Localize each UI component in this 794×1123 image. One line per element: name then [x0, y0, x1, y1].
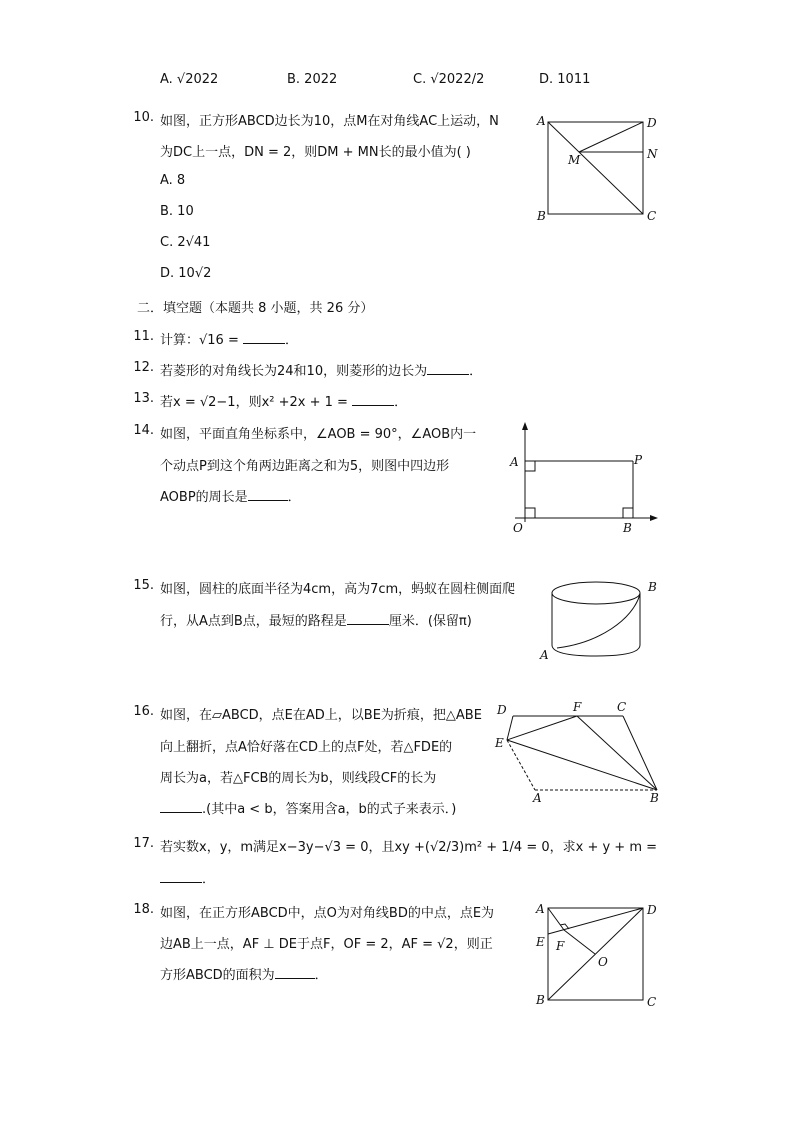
q14-label-p: P — [634, 453, 643, 467]
q15-label-a: A — [540, 648, 549, 662]
q13-answer-blank[interactable] — [352, 393, 394, 406]
q18-label-a: A — [536, 902, 545, 916]
q17-number: 17. — [133, 836, 154, 851]
q18-line2: 边AB上一点，AF ⊥ DE于点F，OF = 2，AF = √2，则正 — [160, 937, 493, 952]
q14-x-arrow — [650, 515, 658, 521]
q18-diagonal-bd — [548, 908, 643, 1000]
q11-before: 计算：√16 = — [160, 333, 243, 348]
q16-label-e: E — [495, 736, 504, 750]
q11-after: ． — [284, 333, 298, 348]
q10-option-d: D. 10√2 — [160, 266, 212, 281]
q18-label-d: D — [647, 903, 657, 917]
q10-label-b: B — [537, 209, 546, 223]
q10-number: 10. — [133, 110, 154, 125]
q18-figure — [532, 898, 662, 1013]
q14-right-angle-o — [525, 508, 535, 518]
q14-line1: 如图，平面直角坐标系中，∠AOB = 90°，∠AOB内一 — [160, 427, 477, 442]
q14-line3 — [160, 486, 301, 505]
q14-label-b: B — [623, 521, 632, 535]
q14-right-angle-b — [623, 508, 633, 518]
q17-line2 — [160, 868, 215, 887]
q16-label-b: B — [650, 791, 659, 805]
q10-option-a: A. 8 — [160, 173, 186, 188]
q18-label-b: B — [536, 993, 545, 1007]
q13-text — [160, 391, 407, 410]
q10-segment-dm — [579, 122, 643, 152]
q18-before: 方形ABCD的面积为 — [160, 968, 275, 983]
q9-option-c: C. √2022/2 — [413, 72, 485, 87]
q18-label-f: F — [556, 939, 565, 953]
q14-answer-blank[interactable] — [248, 488, 288, 501]
q9-option-d: D. 1011 — [539, 72, 591, 87]
q11-answer-blank[interactable] — [243, 331, 285, 344]
q14-label-a: A — [510, 455, 519, 469]
q9-option-a: A. √2022 — [160, 72, 219, 87]
q18-label-o: O — [598, 955, 608, 969]
q15-line1: 如图，圆柱的底面半径为4cm，高为7cm，蚂蚁在圆柱侧面爬 — [160, 582, 516, 597]
q18-line1: 如图，在正方形ABCD中，点O为对角线BD的中点，点E为 — [160, 906, 495, 921]
q17-line1: 若实数x，y，m满足x−3y−√3 = 0，且xy +(√2/3)m² + 1/4 = 0，求x + y + m = — [160, 840, 658, 855]
q13-before: 若x = √2−1，则x² +2x + 1 = — [160, 395, 353, 410]
q18-label-e: E — [536, 935, 545, 949]
q14-right-angle-a — [525, 461, 535, 471]
q15-after: 厘米．(保留π) — [388, 614, 472, 629]
q16-segment-de — [507, 716, 513, 740]
q10-label-m: M — [568, 153, 581, 167]
q16-answer-blank[interactable] — [160, 800, 202, 813]
q10-label-a: A — [537, 114, 546, 128]
q18-after: ． — [314, 968, 328, 983]
q18-label-c: C — [647, 995, 657, 1009]
q15-number: 15. — [133, 578, 154, 593]
q15-line2 — [160, 610, 472, 629]
q12-text — [160, 360, 482, 379]
q12-before: 若菱形的对角线长为24和10，则菱形的边长为 — [160, 364, 428, 379]
q14-y-arrow — [522, 422, 528, 430]
q15-label-b: B — [648, 580, 657, 594]
q16-segment-ef — [507, 716, 577, 740]
q12-number: 12. — [133, 360, 154, 375]
q18-segment-af — [548, 908, 564, 930]
q17-after: ． — [202, 872, 216, 887]
q16-segment-fb — [577, 716, 657, 790]
q12-after: ． — [469, 364, 483, 379]
q16-line2: 向上翻折，点A恰好落在CD上的点F处，若△FDE的 — [160, 740, 453, 755]
q10-line2: 为DC上一点，DN = 2，则DM + MN长的最小值为( ) — [160, 145, 471, 160]
q18-line3 — [160, 964, 328, 983]
q16-label-a: A — [533, 791, 542, 805]
q14-figure — [505, 420, 665, 540]
q10-option-b: B. 10 — [160, 204, 194, 219]
section-heading: 二．填空题（本题共 8 小题，共 26 分） — [137, 301, 374, 316]
q15-figure — [538, 575, 663, 665]
q18-answer-blank[interactable] — [275, 966, 315, 979]
q9-option-b: B. 2022 — [287, 72, 338, 87]
q14-after: ． — [287, 490, 301, 505]
q14-before: AOBP的周长是 — [160, 490, 248, 505]
q16-figure — [495, 700, 665, 805]
q10-figure — [535, 112, 665, 227]
q10-label-c: C — [647, 209, 657, 223]
q16-label-d: D — [497, 703, 507, 717]
q13-number: 13. — [133, 391, 154, 406]
q18-segment-fo — [564, 930, 595, 954]
q16-after: .(其中a < b，答案用含a，b的式子来表示．) — [202, 802, 457, 817]
q16-side-cb — [623, 716, 657, 790]
q12-answer-blank[interactable] — [427, 362, 469, 375]
q10-label-n: N — [647, 147, 658, 161]
q17-answer-blank[interactable] — [160, 870, 202, 883]
q15-answer-blank[interactable] — [347, 612, 389, 625]
q16-line3: 周长为a，若△FCB的周长为b，则线段CF的长为 — [160, 771, 437, 786]
q14-number: 14. — [133, 423, 154, 438]
q11-number: 11. — [133, 329, 154, 344]
q10-diagonal-ac — [548, 122, 643, 214]
q14-label-o: O — [513, 521, 523, 535]
q16-line1: 如图，在▱ABCD，点E在AD上，以BE为折痕，把△ABE — [160, 708, 482, 723]
q16-label-c: C — [617, 700, 627, 714]
q14-line2: 个动点P到这个角两边距离之和为5，则图中四边形 — [160, 459, 450, 474]
q18-number: 18. — [133, 902, 154, 917]
q15-before: 行，从A点到B点，最短的路程是 — [160, 614, 347, 629]
q11-text — [160, 329, 298, 348]
q16-segment-eb — [507, 740, 657, 790]
q10-line1: 如图，正方形ABCD边长为10，点M在对角线AC上运动，N — [160, 114, 499, 129]
q16-line4 — [160, 798, 456, 817]
q16-number: 16. — [133, 704, 154, 719]
q15-top-ellipse — [552, 582, 640, 604]
q16-label-f: F — [573, 700, 582, 714]
q10-label-d: D — [647, 116, 657, 130]
q18-segment-ed — [548, 908, 643, 934]
q13-after: ． — [394, 395, 408, 410]
q10-option-c: C. 2√41 — [160, 235, 211, 250]
